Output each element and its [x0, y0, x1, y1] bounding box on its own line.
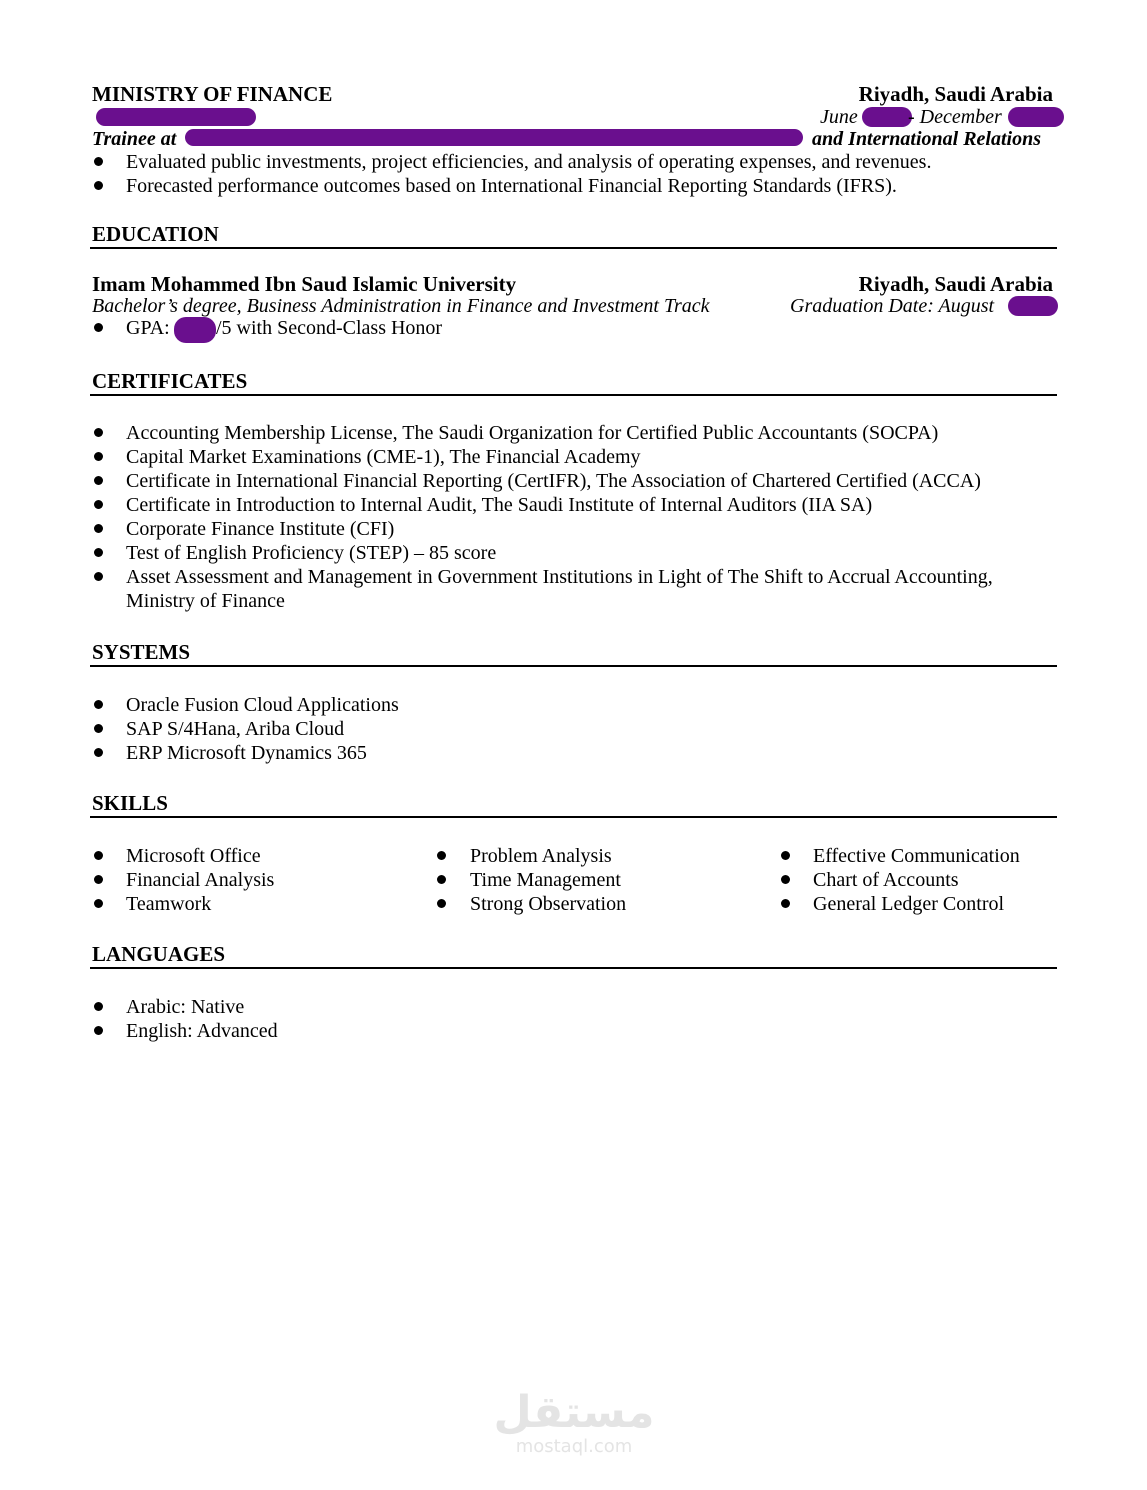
bullet-icon [437, 875, 446, 884]
watermark-logo: مستقل [493, 1387, 655, 1438]
certificate-item: Certificate in Introduction to Internal Audit, The Saudi Institute of Internal Auditors (IIA SA) [126, 494, 873, 516]
skill-item: Financial Analysis [126, 869, 275, 891]
bullet-icon [94, 157, 103, 166]
skill-item: Chart of Accounts [813, 869, 959, 891]
certificate-item: Capital Market Examinations (CME-1), The Financial Academy [126, 446, 641, 468]
employer-location: Riyadh, Saudi Arabia [858, 82, 1053, 106]
system-item: ERP Microsoft Dynamics 365 [126, 742, 367, 764]
date-to: - December [908, 106, 1002, 128]
bullet-icon [94, 851, 103, 860]
watermark-url: mostaql.com [515, 1436, 633, 1457]
section-divider [90, 247, 1057, 249]
bullet-icon [781, 875, 790, 884]
system-item: SAP S/4Hana, Ariba Cloud [126, 718, 345, 740]
bullet-icon [94, 724, 103, 733]
system-item: Oracle Fusion Cloud Applications [126, 694, 399, 716]
bullet-icon [781, 851, 790, 860]
experience-bullet: Forecasted performance outcomes based on International Financial Reporting Standards (IFRS). [126, 175, 897, 197]
language-item: Arabic: Native [126, 996, 245, 1018]
bullet-icon [94, 323, 103, 332]
school-name: Imam Mohammed Ibn Saud Islamic University [92, 272, 517, 296]
bullet-icon [94, 875, 103, 884]
redaction-bar [862, 107, 912, 127]
skill-item: Problem Analysis [470, 845, 612, 867]
bullet-icon [94, 452, 103, 461]
bullet-icon [94, 548, 103, 557]
section-divider [90, 665, 1057, 667]
skills-heading: SKILLS [92, 791, 168, 815]
skill-item: Microsoft Office [126, 845, 261, 867]
gpa-label: GPA: [126, 317, 170, 339]
section-divider [90, 816, 1057, 818]
bullet-icon [94, 748, 103, 757]
skill-item: Teamwork [126, 893, 212, 915]
certificate-item: Asset Assessment and Management in Government Institutions in Light of The Shift to Accrual Accounting, [126, 566, 993, 588]
language-item: English: Advanced [126, 1020, 278, 1042]
section-divider [90, 394, 1057, 396]
skill-item: Strong Observation [470, 893, 627, 915]
employer-name: MINISTRY OF FINANCE [92, 82, 333, 106]
certificate-item: Corporate Finance Institute (CFI) [126, 518, 395, 540]
role-start: Trainee at [92, 128, 177, 150]
certificate-item-continuation: Ministry of Finance [126, 590, 285, 612]
bullet-icon [94, 476, 103, 485]
skill-item: Effective Communication [813, 845, 1020, 867]
date-from: June [820, 106, 858, 128]
degree: Bachelor’s degree, Business Administration in Finance and Investment Track [92, 295, 710, 317]
role-end: and International Relations [812, 128, 1041, 150]
bullet-icon [94, 500, 103, 509]
bullet-icon [437, 851, 446, 860]
certificates-heading: CERTIFICATES [92, 369, 248, 393]
certificate-item: Test of English Proficiency (STEP) – 85 score [126, 542, 497, 564]
redaction-bar [1008, 107, 1064, 127]
section-divider [90, 967, 1057, 969]
gpa-detail: /5 with Second-Class Honor [216, 317, 443, 339]
redaction-bar [96, 108, 256, 126]
bullet-icon [94, 899, 103, 908]
redaction-bar [174, 317, 216, 343]
certificate-item: Certificate in International Financial Reporting (CertIFR), The Association of Chartered Certified (ACCA) [126, 470, 981, 492]
bullet-icon [94, 1026, 103, 1035]
bullet-icon [781, 899, 790, 908]
bullet-icon [437, 899, 446, 908]
redaction-bar [1008, 296, 1058, 316]
education-heading: EDUCATION [92, 222, 219, 246]
bullet-icon [94, 1002, 103, 1011]
experience-bullet: Evaluated public investments, project efficiencies, and analysis of operating expenses, and revenues. [126, 151, 932, 173]
bullet-icon [94, 700, 103, 709]
bullet-icon [94, 572, 103, 581]
languages-heading: LANGUAGES [92, 942, 226, 966]
bullet-icon [94, 524, 103, 533]
certificate-item: Accounting Membership License, The Saudi Organization for Certified Public Accountants (SOCPA) [126, 422, 939, 444]
skill-item: General Ledger Control [813, 893, 1005, 915]
skill-item: Time Management [470, 869, 621, 891]
school-location: Riyadh, Saudi Arabia [858, 272, 1053, 296]
systems-heading: SYSTEMS [92, 640, 191, 664]
redaction-bar [185, 129, 803, 146]
graduation-date: Graduation Date: August [790, 295, 995, 317]
bullet-icon [94, 181, 103, 190]
bullet-icon [94, 428, 103, 437]
